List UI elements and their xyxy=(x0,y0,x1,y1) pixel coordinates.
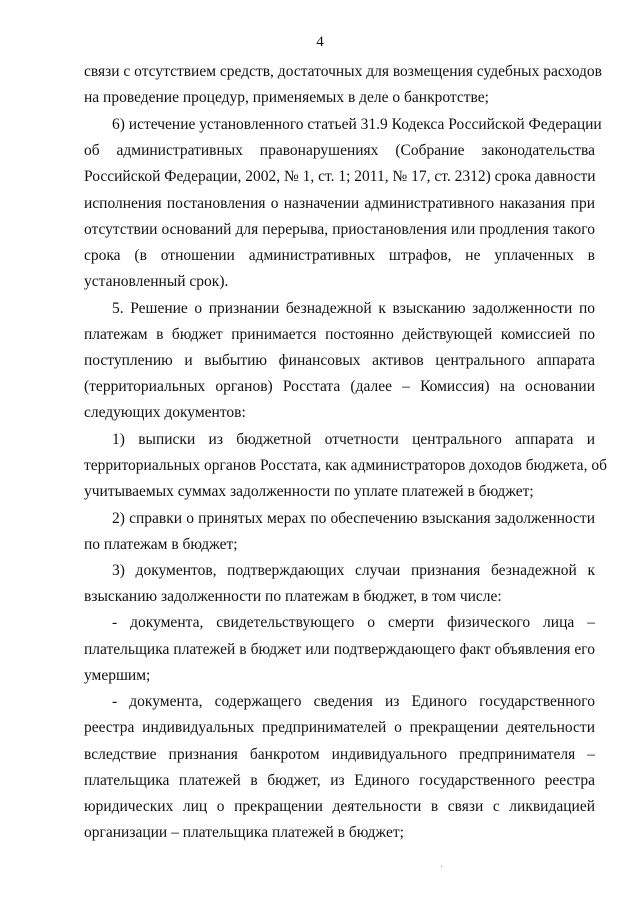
text-line: Российской Федерации, 2002, № 1, ст. 1; 2011, № 17, ст. 2312) срока давности xyxy=(84,168,596,185)
text-line: вследствие признания банкротом индивидуального предпринимателя – xyxy=(84,746,595,763)
text-line: 2) справки о принятых мерах по обеспечению взыскания задолженности xyxy=(112,510,595,527)
text-line: взысканию задолженности по платежам в бюджет, в том числе: xyxy=(84,588,502,605)
text-line: 5. Решение о признании безнадежной к взысканию задолженности по xyxy=(112,300,595,317)
text-line: 6) истечение установленного статьей 31.9 Кодекса Российской Федерации xyxy=(112,116,602,133)
text-line: исполнения постановления о назначении административного наказания при xyxy=(84,195,595,212)
text-line: (территориальных органов) Росстата (далее – Комиссия) на основании xyxy=(84,378,595,395)
text-line: отсутствии оснований для перерыва, приостановления или продления такого xyxy=(84,221,595,238)
text-line: юридических лиц о прекращении деятельности в связи с ликвидацией xyxy=(84,798,595,815)
text-line: 1) выписки из бюджетной отчетности центрального аппарата и xyxy=(112,431,595,448)
text-line: 3) документов, подтверждающих случаи признания безнадежной к xyxy=(112,562,595,579)
text-line: следующих документов: xyxy=(84,404,246,421)
text-line: на проведение процедур, применяемых в деле о банкротстве; xyxy=(84,89,489,106)
text-line: связи с отсутствием средств, достаточных для возмещения судебных расходов xyxy=(84,63,602,80)
text-line: поступлению и выбытию финансовых активов центрального аппарата xyxy=(84,352,595,369)
text-line: установленный срок). xyxy=(84,273,229,290)
text-line: плательщика платежей в бюджет или подтверждающего факт объявления его xyxy=(84,641,595,658)
page-number: 4 xyxy=(316,34,324,50)
text-line: плательщика платежей в бюджет, из Единого государственного реестра xyxy=(84,772,595,789)
text-line: по платежам в бюджет; xyxy=(84,536,238,553)
text-line: организации – плательщика платежей в бюджет; xyxy=(84,824,404,841)
text-line: об административных правонарушениях (Собрание законодательства xyxy=(84,142,595,159)
scan-mark: ʾ xyxy=(440,865,444,876)
text-line: территориальных органов Росстата, как администраторов доходов бюджета, об xyxy=(84,457,607,474)
text-line: - документа, содержащего сведения из Единого государственного xyxy=(112,693,595,710)
text-line: реестра индивидуальных предпринимателей о прекращении деятельности xyxy=(84,719,595,736)
text-line: платежам в бюджет принимается постоянно действующей комиссией по xyxy=(84,326,595,343)
text-line: срока (в отношении административных штрафов, не уплаченных в xyxy=(84,247,595,264)
text-line: умершим; xyxy=(84,667,151,684)
text-line: учитываемых суммах задолженности по уплате платежей в бюджет; xyxy=(84,483,534,500)
text-line: - документа, свидетельствующего о смерти физического лица – xyxy=(112,614,595,631)
